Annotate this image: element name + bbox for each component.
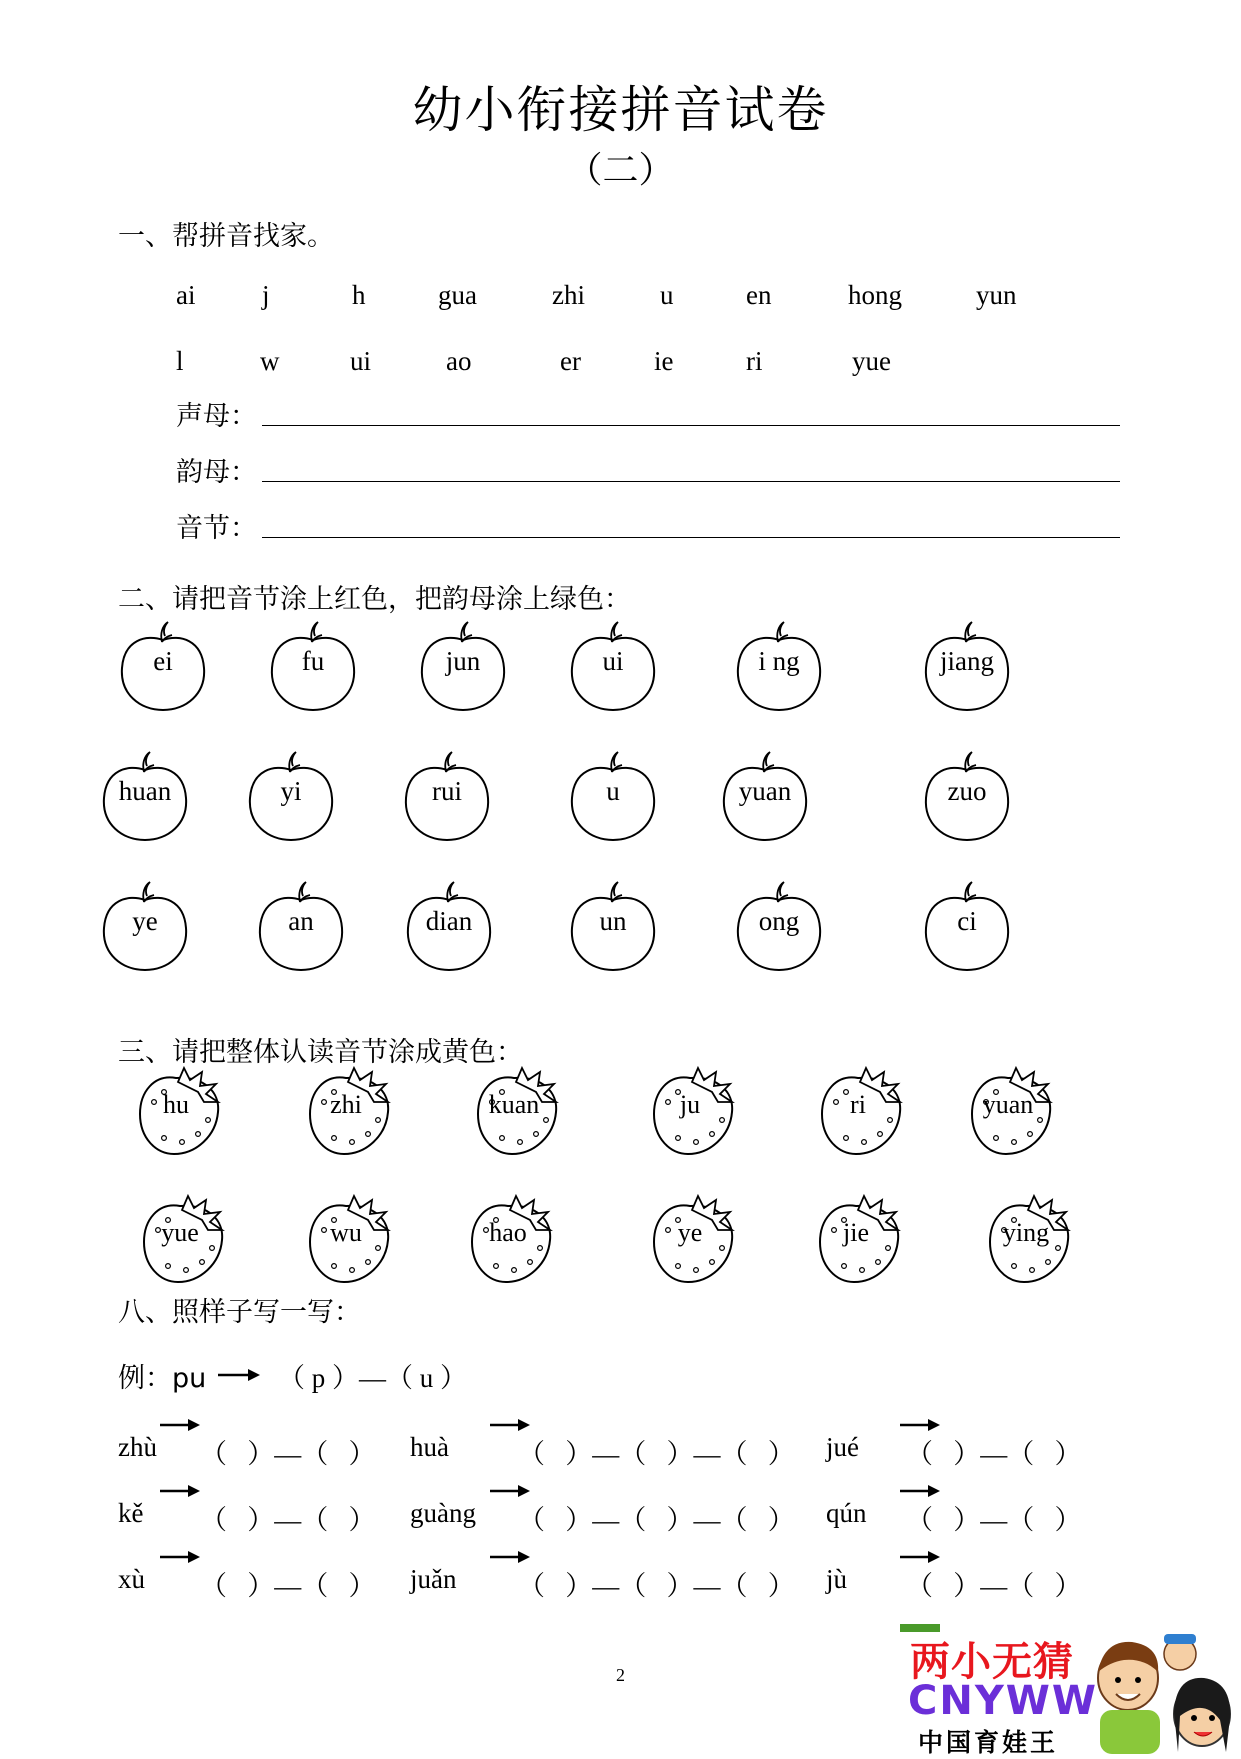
pinyin-row1-item-0: ai: [176, 280, 196, 310]
apple-item[interactable]: [734, 878, 824, 974]
page-number: 2: [616, 1665, 625, 1685]
pinyin-row1-item-8: yun: [976, 280, 1017, 310]
apple-label: yi: [280, 776, 302, 806]
answer-blanks[interactable]: （ ）—（ ）: [200, 1505, 376, 1535]
pinyin-row1-item-5: u: [660, 280, 674, 310]
apple-label: fu: [301, 646, 325, 676]
syllable-word: huà: [410, 1432, 449, 1462]
logo-en-text: CNYWW: [908, 1678, 1099, 1724]
answer-line-yinjie[interactable]: [262, 537, 1120, 538]
arrow-icon: [160, 1418, 200, 1437]
answer-line-yunmu[interactable]: [262, 481, 1120, 482]
pinyin-row2-item-4: er: [560, 346, 581, 376]
arrow-icon: [160, 1550, 200, 1569]
strawberry-item[interactable]: [304, 1190, 400, 1286]
apple-label: jiang: [940, 646, 994, 676]
strawberry-item[interactable]: [816, 1062, 912, 1158]
apple-item[interactable]: [568, 748, 658, 844]
apple-item[interactable]: [402, 748, 492, 844]
strawberry-label: zhi: [330, 1090, 362, 1119]
strawberry-item[interactable]: [966, 1062, 1062, 1158]
apple-label: i ng: [758, 646, 800, 676]
answer-blanks[interactable]: （ ）—（ ）: [200, 1571, 376, 1601]
pinyin-row2-item-1: w: [260, 346, 280, 376]
label-shengmu: 声母：: [176, 401, 257, 432]
apple-label: dian: [425, 906, 473, 936]
answer-blanks[interactable]: （ ）—（ ）—（ ）: [518, 1571, 795, 1601]
strawberry-item[interactable]: [466, 1190, 562, 1286]
strawberry-item[interactable]: [648, 1062, 744, 1158]
apple-label: jun: [445, 646, 481, 676]
pinyin-row2-item-3: ao: [446, 346, 472, 376]
apple-label: un: [599, 906, 627, 936]
pinyin-row1-item-4: zhi: [552, 280, 585, 310]
pinyin-row1-item-1: j: [262, 280, 270, 310]
page-title: 幼小衔接拼音试卷: [412, 81, 829, 139]
arrow-icon: [218, 1368, 260, 1382]
strawberry-item[interactable]: [984, 1190, 1080, 1286]
apple-item[interactable]: [734, 618, 824, 714]
pinyin-row1-item-6: en: [746, 280, 772, 310]
answer-blanks[interactable]: （ ）—（ ）: [906, 1571, 1082, 1601]
strawberry-item[interactable]: [138, 1190, 234, 1286]
apple-label: zuo: [947, 776, 987, 806]
answer-blanks[interactable]: （ ）—（ ）—（ ）: [518, 1505, 795, 1535]
strawberry-label: hu: [163, 1090, 189, 1119]
pinyin-row1-item-2: h: [352, 280, 366, 310]
syllable-word: qún: [826, 1498, 867, 1528]
label-yinjie: 音节：: [176, 513, 257, 544]
strawberry-item[interactable]: [134, 1062, 230, 1158]
section8-heading: 八、照样子写一写：: [118, 1297, 361, 1328]
pinyin-row2-item-2: ui: [350, 346, 372, 376]
strawberry-label: kuan: [488, 1090, 540, 1119]
logo-sub-text: 中国育娃王: [918, 1728, 1059, 1757]
apple-label: an: [288, 906, 314, 936]
apple-label: yuan: [738, 776, 792, 806]
apple-item[interactable]: [568, 878, 658, 974]
strawberry-item[interactable]: [814, 1190, 910, 1286]
logo-cn-text: 两小无猜: [910, 1639, 1074, 1685]
cnyww-logo: [900, 1620, 1241, 1757]
pinyin-row1-item-3: gua: [438, 280, 477, 310]
strawberry-label: ju: [679, 1090, 701, 1119]
answer-blanks[interactable]: （ ）—（ ）: [200, 1439, 376, 1469]
pinyin-row2-item-7: yue: [852, 346, 891, 376]
syllable-word: xù: [118, 1564, 145, 1594]
apple-label: ci: [957, 906, 977, 936]
strawberry-label: ying: [1002, 1218, 1050, 1247]
strawberry-item[interactable]: [304, 1062, 400, 1158]
section1-heading: 一、帮拼音找家。: [118, 221, 334, 252]
apple-item[interactable]: [922, 618, 1012, 714]
apple-label: ye: [132, 906, 158, 936]
syllable-word: zhù: [118, 1432, 157, 1462]
strawberry-item[interactable]: [472, 1062, 568, 1158]
strawberry-label: ri: [850, 1090, 866, 1119]
syllable-word: jù: [826, 1564, 848, 1594]
answer-line-shengmu[interactable]: [262, 425, 1120, 426]
apple-item[interactable]: [568, 618, 658, 714]
apple-label: ong: [758, 906, 800, 936]
apple-item[interactable]: [256, 878, 346, 974]
pinyin-row2-item-0: l: [176, 346, 184, 376]
apple-item[interactable]: [922, 748, 1012, 844]
pinyin-row1-item-7: hong: [848, 280, 902, 310]
apple-label: huan: [118, 776, 172, 806]
arrow-icon: [160, 1484, 200, 1503]
apple-item[interactable]: [118, 618, 208, 714]
example-answer: （ p ）—（ u ）: [278, 1363, 467, 1393]
section2-heading: 二、请把音节涂上红色，把韵母涂上绿色：: [118, 584, 631, 615]
example-p: p: [311, 1363, 326, 1393]
answer-blanks[interactable]: （ ）—（ ）: [906, 1505, 1082, 1535]
example-label: 例：pu: [118, 1363, 207, 1394]
answer-blanks[interactable]: （ ）—（ ）: [906, 1439, 1082, 1469]
label-yunmu: 韵母：: [176, 457, 257, 488]
children-illustration-icon: [1080, 1628, 1240, 1754]
pinyin-row2-item-6: ri: [746, 346, 763, 376]
apple-item[interactable]: [100, 878, 190, 974]
apple-item[interactable]: [246, 748, 336, 844]
apple-item[interactable]: [720, 748, 810, 844]
apple-label: ui: [602, 646, 624, 676]
example-row: [118, 1356, 206, 1395]
pinyin-row2-item-5: ie: [654, 346, 674, 376]
page-subtitle: （二）: [566, 150, 675, 191]
strawberry-label: yuan: [982, 1090, 1034, 1119]
strawberry-label: wu: [330, 1218, 362, 1247]
answer-blanks[interactable]: （ ）—（ ）—（ ）: [518, 1439, 795, 1469]
apple-item[interactable]: [268, 618, 358, 714]
syllable-word: kě: [118, 1498, 144, 1528]
apple-item[interactable]: [922, 878, 1012, 974]
strawberry-label: jie: [843, 1218, 869, 1247]
example-u: u: [419, 1363, 434, 1393]
apple-item[interactable]: [100, 748, 190, 844]
strawberry-label: yue: [161, 1218, 199, 1247]
apple-item[interactable]: [418, 618, 508, 714]
apple-label: ei: [153, 646, 173, 676]
apple-label: u: [606, 776, 620, 806]
apple-label: rui: [432, 776, 462, 806]
section3-heading: 三、请把整体认读音节涂成黄色：: [118, 1037, 523, 1068]
apple-item[interactable]: [404, 878, 494, 974]
syllable-word: juǎn: [410, 1564, 457, 1594]
strawberry-label: hao: [489, 1218, 527, 1247]
strawberry-label: ye: [677, 1218, 703, 1247]
syllable-word: guàng: [410, 1498, 476, 1528]
syllable-word: jué: [826, 1432, 859, 1462]
strawberry-item[interactable]: [648, 1190, 744, 1286]
